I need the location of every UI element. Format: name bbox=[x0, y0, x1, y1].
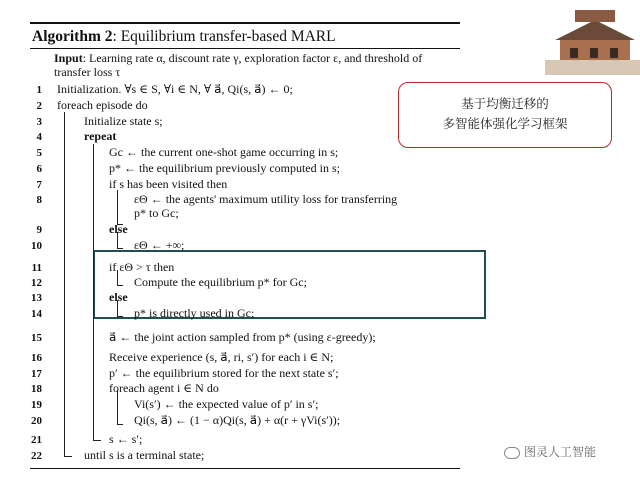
line-number: 2 bbox=[36, 100, 42, 112]
watermark-text: 图灵人工智能 bbox=[524, 445, 597, 459]
algo-line: Qi(s, a⃗) ← (1 − α)Qi(s, a⃗) + α(r + γVi(s′)); bbox=[134, 413, 341, 427]
if-visited-bar bbox=[117, 190, 118, 224]
line-number: 7 bbox=[36, 179, 42, 191]
line-number: 16 bbox=[31, 352, 42, 364]
algorithm-input bbox=[54, 52, 424, 79]
input-label: Input bbox=[54, 51, 83, 65]
else-bar-1-end bbox=[117, 248, 123, 249]
algo-line: if s has been visited then bbox=[109, 177, 228, 191]
bottom-rule bbox=[30, 468, 460, 469]
algo-line: p* is directly used in Gc; bbox=[134, 306, 255, 320]
top-rule bbox=[30, 22, 460, 24]
title-rule bbox=[30, 48, 460, 49]
algo-line: Receive experience (s, a⃗, ri, s′) for each i ∈ N; bbox=[109, 350, 334, 364]
line-number: 4 bbox=[36, 131, 42, 143]
line-number: 13 bbox=[31, 292, 42, 304]
wechat-icon bbox=[504, 447, 520, 459]
algo-line: p′ ← the equilibrium stored for the next state s′; bbox=[109, 366, 339, 380]
chinese-callout-box bbox=[398, 82, 612, 148]
algo-line: Compute the equilibrium p* for Gc; bbox=[134, 275, 307, 289]
line-number: 8 bbox=[36, 194, 42, 206]
algo-line: εΘ ← +∞; bbox=[134, 238, 185, 252]
algo-line: if εΘ > τ then bbox=[109, 260, 175, 274]
repeat-bar-end bbox=[93, 440, 101, 441]
line-number: 17 bbox=[31, 368, 42, 380]
algorithm-label: Algorithm 2 bbox=[32, 28, 113, 45]
line-number: 9 bbox=[36, 224, 42, 236]
callout-line-1: 基于均衡迁移的 bbox=[461, 96, 549, 111]
algo-line: foreach agent i ∈ N do bbox=[109, 381, 219, 395]
algo-line: Initialization. ∀s ∈ S, ∀i ∈ N, ∀ a⃗, Qi(s, a⃗) ← 0; bbox=[57, 82, 293, 96]
repeat-bar bbox=[93, 144, 94, 440]
algorithm-title bbox=[32, 28, 336, 46]
line-number: 5 bbox=[36, 147, 42, 159]
algo-line: else bbox=[109, 222, 128, 236]
algo-line: until s is a terminal state; bbox=[84, 448, 205, 462]
line-number: 3 bbox=[36, 116, 42, 128]
algo-line: Initialize state s; bbox=[84, 114, 163, 128]
algo-line: εΘ ← the agents' maximum utility loss for transferring bbox=[134, 192, 398, 206]
algo-line: Gc ← the current one-shot game occurring in s; bbox=[109, 145, 339, 159]
line-number: 10 bbox=[31, 240, 42, 252]
else-bar-2-end bbox=[117, 316, 123, 317]
algo-line: repeat bbox=[84, 129, 117, 143]
algo-line: p* ← the equilibrium previously computed in s; bbox=[109, 161, 340, 175]
input-text: : Learning rate α, discount rate γ, exploration factor ε, and threshold of transfer loss τ bbox=[54, 51, 423, 79]
algorithm-title-text: : Equilibrium transfer-based MARL bbox=[112, 28, 336, 45]
algo-line: Vi(s′) ← the expected value of p′ in s′; bbox=[134, 397, 319, 411]
line-number: 11 bbox=[31, 262, 42, 274]
line-number: 21 bbox=[31, 434, 42, 446]
algo-line: else bbox=[109, 290, 128, 304]
algo-line: p* to Gc; bbox=[134, 206, 179, 220]
algo-line: foreach episode do bbox=[57, 98, 148, 112]
line-number: 18 bbox=[31, 383, 42, 395]
line-number: 1 bbox=[36, 84, 42, 96]
line-number: 6 bbox=[36, 163, 42, 175]
line-number: 15 bbox=[31, 332, 42, 344]
algo-line: s ← s′; bbox=[109, 432, 143, 446]
line-number: 19 bbox=[31, 399, 42, 411]
line-number: 14 bbox=[31, 308, 42, 320]
line-number: 22 bbox=[31, 450, 42, 462]
callout-line-2: 多智能体强化学习框架 bbox=[442, 116, 568, 131]
watermark bbox=[504, 443, 596, 460]
algo-line: a⃗ ← the joint action sampled from p* (using ε-greedy); bbox=[109, 330, 376, 344]
foreach-agent-bar-end bbox=[117, 424, 123, 425]
line-number: 12 bbox=[31, 277, 42, 289]
if-threshold-bar-end bbox=[117, 285, 123, 286]
line-number: 20 bbox=[31, 415, 42, 427]
foreach-episode-bar bbox=[64, 112, 65, 456]
building-decoration-image bbox=[545, 0, 640, 75]
foreach-episode-bar-end bbox=[64, 456, 72, 457]
